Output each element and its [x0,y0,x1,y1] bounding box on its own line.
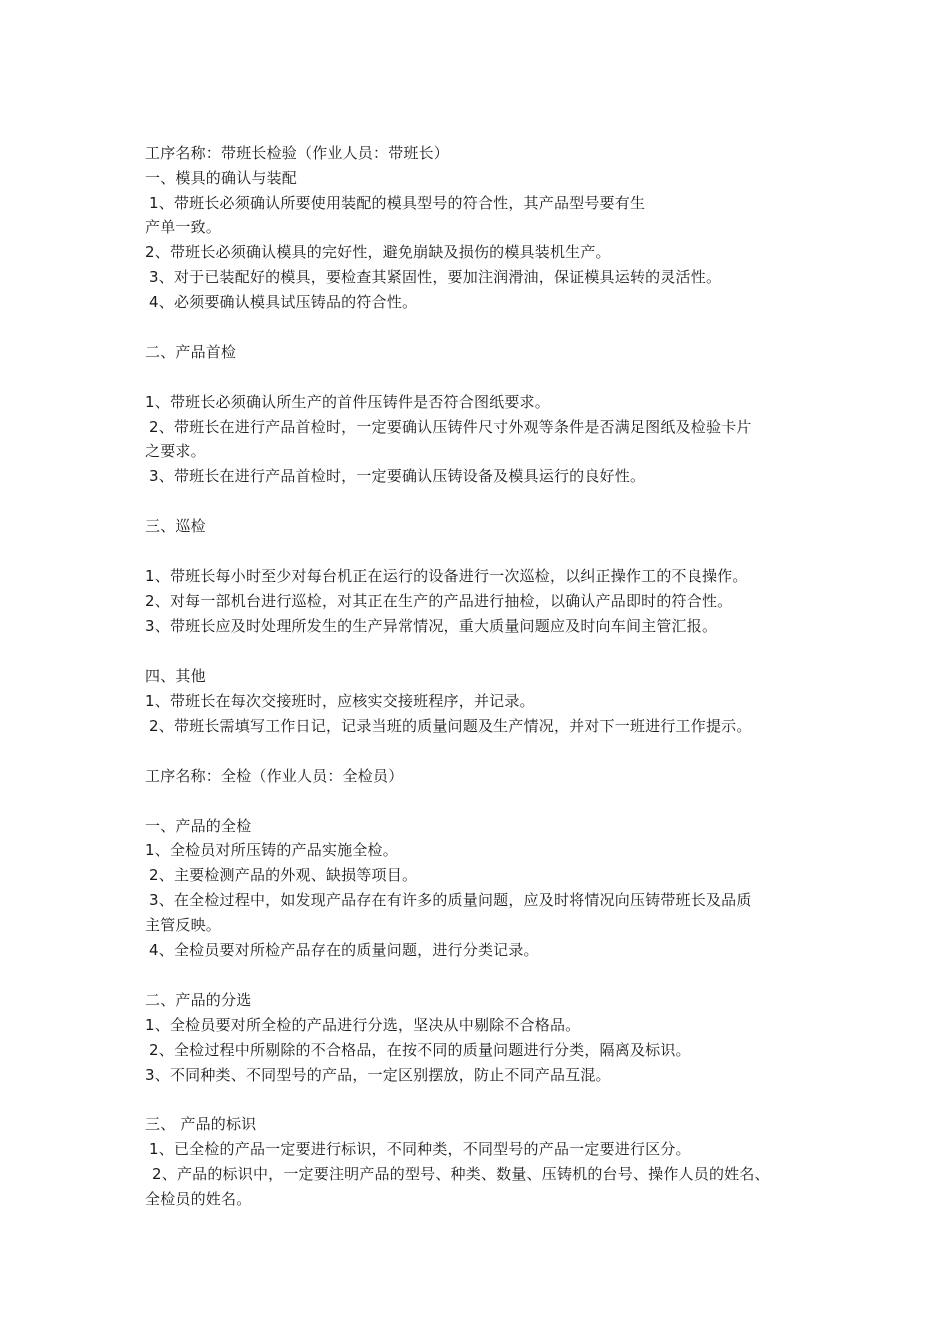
paragraph-line: 1、带班长必须确认所要使用装配的模具型号的符合性，其产品型号要有生 [149,194,646,212]
section-title: 工序名称：带班长检验（作业人员：带班长） [145,144,450,162]
paragraph-line: 2、主要检测产品的外观、缺损等项目。 [149,866,418,884]
paragraph-line: 之要求。 [145,442,206,460]
section-heading: 一、产品的全检 [145,817,252,835]
paragraph-line: 3、带班长应及时处理所发生的生产异常情况，重大质量问题应及时向车间主管汇报。 [145,617,718,635]
section-heading: 二、产品的分选 [145,991,252,1009]
paragraph-line: 1、全检员对所压铸的产品实施全检。 [145,841,398,859]
paragraph-line: 主管反映。 [145,916,222,934]
paragraph-line: 3、带班长在进行产品首检时，一定要确认压铸设备及模具运行的良好性。 [149,467,646,485]
section-heading: 二、产品首检 [145,343,237,361]
paragraph-line: 2、带班长需填写工作日记，记录当班的质量问题及生产情况，并对下一班进行工作提示。 [149,717,752,735]
section-heading: 一、模具的确认与装配 [145,169,298,187]
paragraph-line: 产单一致。 [145,218,222,236]
paragraph-line: 2、带班长必须确认模具的完好性，避免崩缺及损伤的模具装机生产。 [145,243,611,261]
paragraph-line: 1、已全检的产品一定要进行标识，不同种类，不同型号的产品一定要进行区分。 [149,1140,691,1158]
section-heading: 三、巡检 [145,517,206,535]
paragraph-line: 1、全检员要对所全检的产品进行分选，坚决从中剔除不合格品。 [145,1016,581,1034]
section-heading: 三、 产品的标识 [145,1115,257,1133]
paragraph-line: 3、在全检过程中，如发现产品存在有许多的质量问题，应及时将情况向压铸带班长及品质 [149,891,752,909]
paragraph-line: 1、带班长在每次交接班时，应核实交接班程序，并记录。 [145,692,535,710]
paragraph-line: 3、对于已装配好的模具，要检查其紧固性，要加注润滑油，保证模具运转的灵活性。 [149,268,722,286]
paragraph-line: 全检员的姓名。 [145,1190,252,1208]
paragraph-line: 4、必须要确认模具试压铸品的符合性。 [149,293,418,311]
section-title: 工序名称：全检（作业人员：全检员） [145,767,404,785]
paragraph-line: 3、不同种类、不同型号的产品，一定区别摆放，防止不同产品互混。 [145,1066,611,1084]
section-heading: 四、其他 [145,667,206,685]
paragraph-line: 2、带班长在进行产品首检时，一定要确认压铸件尺寸外观等条件是否满足图纸及检验卡片 [149,418,752,436]
paragraph-line: 4、全检员要对所检产品存在的质量问题，进行分类记录。 [149,941,539,959]
paragraph-line: 2、全检过程中所剔除的不合格品，在按不同的质量问题进行分类，隔离及标识。 [149,1041,691,1059]
paragraph-line: 1、带班长必须确认所生产的首件压铸件是否符合图纸要求。 [145,393,550,411]
paragraph-line: 1、带班长每小时至少对每台机正在运行的设备进行一次巡检，以纠正操作工的不良操作。 [145,567,748,585]
paragraph-line: 2、对每一部机台进行巡检，对其正在生产的产品进行抽检，以确认产品即时的符合性。 [145,592,733,610]
paragraph-line: 2、产品的标识中，一定要注明产品的型号、种类、数量、压铸机的台号、操作人员的姓名、 [152,1165,770,1183]
